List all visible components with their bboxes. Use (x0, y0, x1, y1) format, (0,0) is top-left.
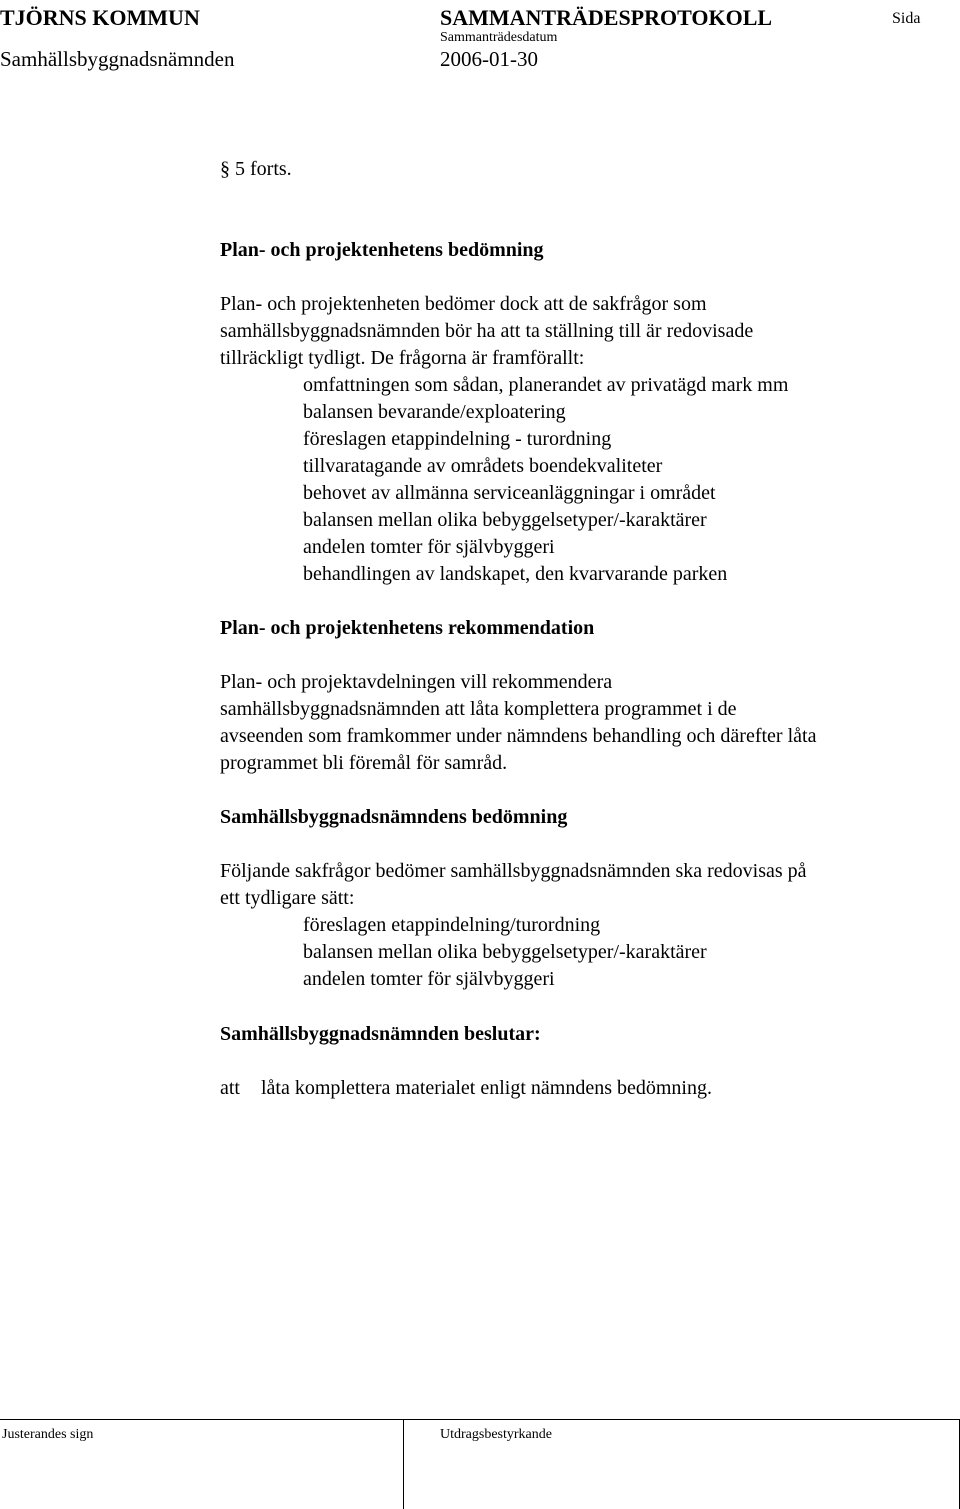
assessment-intro-line: Plan- och projektenheten bedömer dock att de sakfrågor som (220, 293, 707, 315)
assessment-item: omfattningen som sådan, planerandet av privatägd mark mm (303, 374, 789, 396)
assessment-item: behandlingen av landskapet, den kvarvarande parken (303, 563, 728, 585)
footer-divider (403, 1419, 404, 1509)
committee-assessment-item: föreslagen etappindelning/turordning (303, 914, 601, 936)
signature-label: Justerandes sign (2, 1427, 94, 1442)
assessment-item: föreslagen etappindelning - turordning (303, 428, 612, 450)
document-type: SAMMANTRÄDESPROTOKOLL (440, 5, 773, 30)
municipality-name: TJÖRNS KOMMUN (0, 5, 200, 30)
assessment-intro-line: tillräckligt tydligt. De frågorna är framförallt: (220, 347, 585, 369)
assessment-item: behovet av allmänna serviceanläggningar i området (303, 482, 716, 504)
recommendation-line: Plan- och projektavdelningen vill rekommendera (220, 671, 613, 693)
committee-assessment-item: andelen tomter för självbyggeri (303, 968, 555, 990)
committee-assessment-heading: Samhällsbyggnadsnämndens bedömning (220, 806, 568, 828)
assessment-item: balansen mellan olika bebyggelsetyper/-karaktärer (303, 509, 707, 531)
date-label: Sammanträdesdatum (440, 30, 558, 45)
recommendation-line: samhällsbyggnadsnämnden att låta komplettera programmet i de (220, 698, 737, 720)
recommendation-section (220, 615, 940, 777)
recommendation-line: programmet bli föremål för samråd. (220, 752, 508, 774)
decision-section (220, 1021, 940, 1102)
footer-rule (0, 1419, 960, 1420)
section-number-text: 5 forts. (235, 158, 292, 180)
section-number (220, 156, 292, 183)
assessment-section (220, 237, 940, 588)
committee-assessment-line: Följande sakfrågor bedömer samhällsbyggnadsnämnden ska redovisas på (220, 860, 807, 882)
decision-att: att (220, 1077, 240, 1099)
decision-row (220, 1075, 940, 1102)
committee-assessment-section (220, 804, 940, 993)
assessment-item: andelen tomter för självbyggeri (303, 536, 555, 558)
paragraph-mark: § (220, 158, 230, 180)
assessment-item: balansen bevarande/exploatering (303, 401, 566, 423)
committee-name: Samhällsbyggnadsnämnden (0, 47, 235, 71)
decision-heading: Samhällsbyggnadsnämnden beslutar: (220, 1023, 541, 1045)
meeting-date: 2006-01-30 (440, 47, 538, 71)
assessment-item: tillvaratagande av områdets boendekvaliteter (303, 455, 663, 477)
page-label: Sida (892, 10, 921, 27)
assessment-heading: Plan- och projektenhetens bedömning (220, 239, 544, 261)
assessment-intro-line: samhällsbyggnadsnämnden bör ha att ta ställning till är redovisade (220, 320, 754, 342)
recommendation-heading: Plan- och projektenhetens rekommendation (220, 617, 595, 639)
committee-assessment-line: ett tydligare sätt: (220, 887, 355, 909)
recommendation-line: avseenden som framkommer under nämndens behandling och därefter låta (220, 725, 817, 747)
extract-label: Utdragsbestyrkande (440, 1427, 552, 1442)
decision-text: låta komplettera materialet enligt nämndens bedömning. (261, 1077, 712, 1099)
committee-assessment-item: balansen mellan olika bebyggelsetyper/-karaktärer (303, 941, 707, 963)
